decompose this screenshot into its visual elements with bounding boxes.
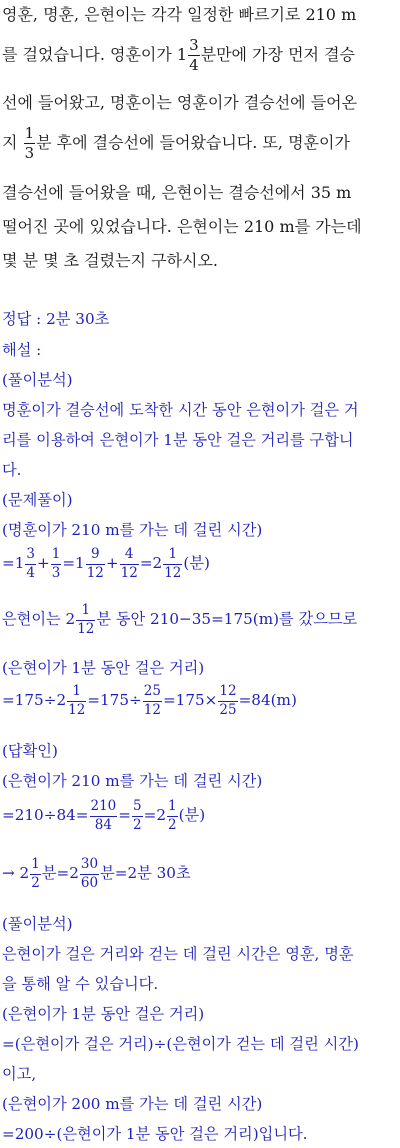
question-line-7: 몇 분 몇 초 걸렸는지 구하시오. [2, 251, 218, 270]
question-line-4: 지 $\frac{1}{3}$ 분 후에 결승선에 들어왔습니다. 또, 명훈이가 [2, 124, 350, 162]
equation-2: =175÷2 $\frac{1}{12}$ =175÷ $\frac{25}{12}$ =175× $\frac{12}{25}$ =84(m) [2, 683, 297, 718]
step-label-3: (은현이가 1분 동안 걸은 거리) [2, 659, 205, 677]
analysis-1-line-2: 리를 이용하여 은현이가 1분 동안 걸은 거리를 구합니 [2, 431, 354, 449]
analysis-1-line-1: 명훈이가 결승선에 도착한 시간 동안 은현이가 걸은 거 [2, 401, 359, 419]
fraction-three-quarters: $\frac{3}{4}$ [189, 36, 199, 74]
equation-4: → 2 $\frac{1}{2}$ 분=2 $\frac{30}{60}$ 분=2분 30초 [2, 856, 191, 891]
fraction-one-third: $\frac{1}{3}$ [24, 124, 35, 162]
analysis-2-line-3: (은현이가 1분 동안 걸은 거리) [2, 1005, 205, 1023]
explanation-heading: 해설 : [2, 341, 42, 359]
question-line-1: 영훈, 명훈, 은현이는 각각 일정한 빠르기로 210 m [2, 5, 357, 24]
problem-solving-heading: (문제풀이) [2, 491, 73, 509]
analysis-2-line-6: (은현이가 200 m를 가는 데 걸린 시간) [2, 1095, 263, 1113]
answer-line: 정답 : 2분 30초 [2, 310, 110, 328]
analysis-heading-2: (풀이분석) [2, 915, 73, 933]
step-label-1: (명훈이가 210 m를 가는 데 걸린 시간) [2, 521, 263, 539]
question-line-2: 를 걸었습니다. 영훈이가 1 $\frac{3}{4}$ 분만에 가장 먼저 결승 [2, 36, 356, 74]
check-heading: (답확인) [2, 742, 58, 760]
step-line-2: 은현이는 2 $\frac{1}{12}$ 분 동안 210−35=175(m)를 갔으므로 [2, 602, 358, 637]
analysis-1-line-3: 다. [2, 461, 22, 479]
step-label-4: (은현이가 210 m를 가는 데 걸린 시간) [2, 772, 263, 790]
analysis-2-line-1: 은현이가 걸은 거리와 걷는 데 걸린 시간은 영훈, 명훈 [2, 945, 354, 963]
equation-3: =210÷84= $\frac{210}{84}$ = $\frac{5}{2}$ =2 $\frac{1}{2}$ (분) [2, 798, 206, 833]
analysis-2-line-7: =200÷(은현이가 1분 동안 걸은 거리)입니다. [2, 1125, 308, 1143]
analysis-2-line-5: 이고, [2, 1065, 37, 1083]
equation-1: =1 $\frac{3}{4}$ + $\frac{1}{3}$ =1 $\frac{9}{12}$ + $\frac{4}{12}$ =2 $\frac{1}{12}$ (분) [2, 546, 210, 581]
question-line-5: 결승선에 들어왔을 때, 은현이는 결승선에서 35 m [2, 183, 352, 202]
analysis-heading-1: (풀이분석) [2, 371, 73, 389]
question-line-6: 떨어진 곳에 있었습니다. 은현이는 210 m를 가는데 [2, 217, 362, 236]
analysis-2-line-4: =(은현이가 걸은 거리)÷(은현이가 걷는 데 걸린 시간) [2, 1035, 359, 1053]
question-line-3: 선에 들어왔고, 명훈이는 영훈이가 결승선에 들어온 [2, 93, 358, 112]
analysis-2-line-2: 을 통해 알 수 있습니다. [2, 975, 159, 993]
